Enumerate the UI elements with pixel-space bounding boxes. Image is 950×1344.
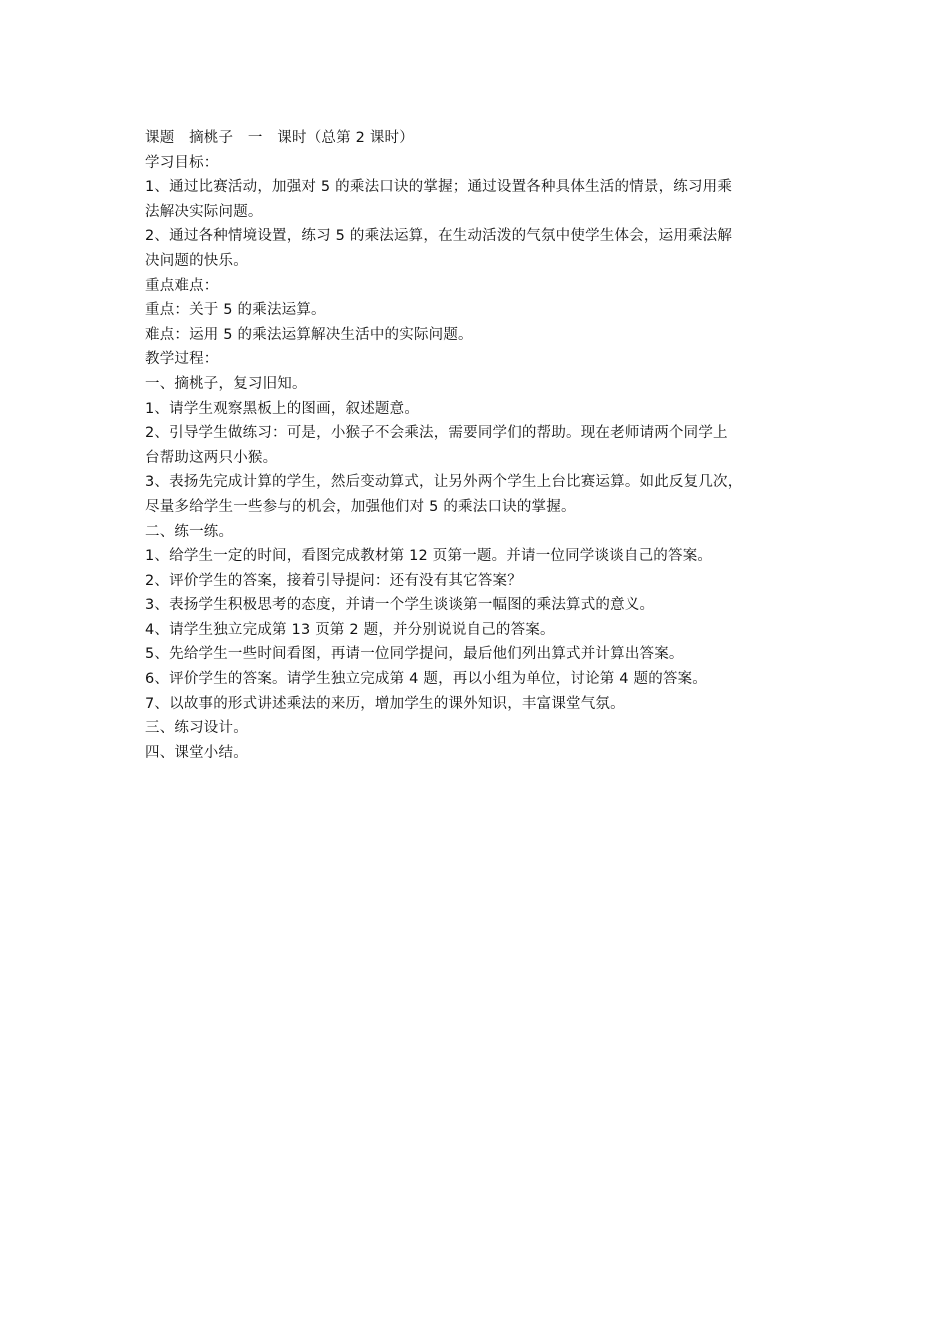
objective-1-line-1: 1、通过比赛活动，加强对 5 的乘法口诀的掌握；通过设置各种具体生活的情景，练习用乘 [145,179,733,196]
part-3-heading: 三、练习设计。 [145,720,248,737]
lesson-title: 课题 摘桃子 一 课时（总第 2 课时） [145,130,414,146]
part-1-step-3-line-1: 3、表扬先完成计算的学生，然后变动算式，让另外两个学生上台比赛运算。如此反复几次， [145,474,743,491]
part-2-step-1: 1、给学生一定的时间，看图完成教材第 12 页第一题。并请一位同学谈谈自己的答案。 [145,548,713,565]
part-2-step-2: 2、评价学生的答案，接着引导提问：还有没有其它答案？ [145,572,522,589]
part-2-step-3: 3、表扬学生积极思考的态度，并请一个学生谈谈第一幅图的乘法算式的意义。 [145,597,655,614]
objective-1-line-2: 法解决实际问题。 [145,203,263,220]
part-2-step-5: 5、先给学生一些时间看图，再请一位同学提问，最后他们列出算式并计算出答案。 [145,646,684,663]
part-2-heading: 二、练一练。 [145,523,234,540]
section-heading-process: 教学过程： [145,351,219,368]
part-1-heading: 一、摘桃子，复习旧知。 [145,375,307,392]
part-2-step-6: 6、评价学生的答案。请学生独立完成第 4 题，再以小组为单位，讨论第 4 题的答案。 [145,671,708,688]
lesson-plan-text [145,126,825,765]
part-4-heading: 四、课堂小结。 [145,744,248,761]
objective-2-line-1: 2、通过各种情境设置，练习 5 的乘法运算，在生动活泼的气氛中使学生体会，运用乘法解 [145,228,733,245]
section-heading-key-points: 重点难点： [145,277,219,294]
part-1-step-1: 1、请学生观察黑板上的图画，叙述题意。 [145,400,420,417]
part-1-step-3-line-2: 尽量多给学生一些参与的机会，加强他们对 5 的乘法口诀的掌握。 [145,498,576,515]
part-1-step-2-line-1: 2、引导学生做练习：可是，小猴子不会乘法，需要同学们的帮助。现在老师请两个同学上 [145,425,728,442]
part-2-step-7: 7、以故事的形式讲述乘法的来历，增加学生的课外知识，丰富课堂气氛。 [145,695,625,712]
difficult-point: 难点：运用 5 的乘法运算解决生活中的实际问题。 [145,326,473,343]
key-point: 重点：关于 5 的乘法运算。 [145,302,326,319]
objective-2-line-2: 决问题的快乐。 [145,252,248,269]
section-heading-objectives: 学习目标： [145,154,219,171]
part-1-step-2-line-2: 台帮助这两只小猴。 [145,449,278,466]
part-2-step-4: 4、请学生独立完成第 13 页第 2 题，并分别说说自己的答案。 [145,621,555,638]
